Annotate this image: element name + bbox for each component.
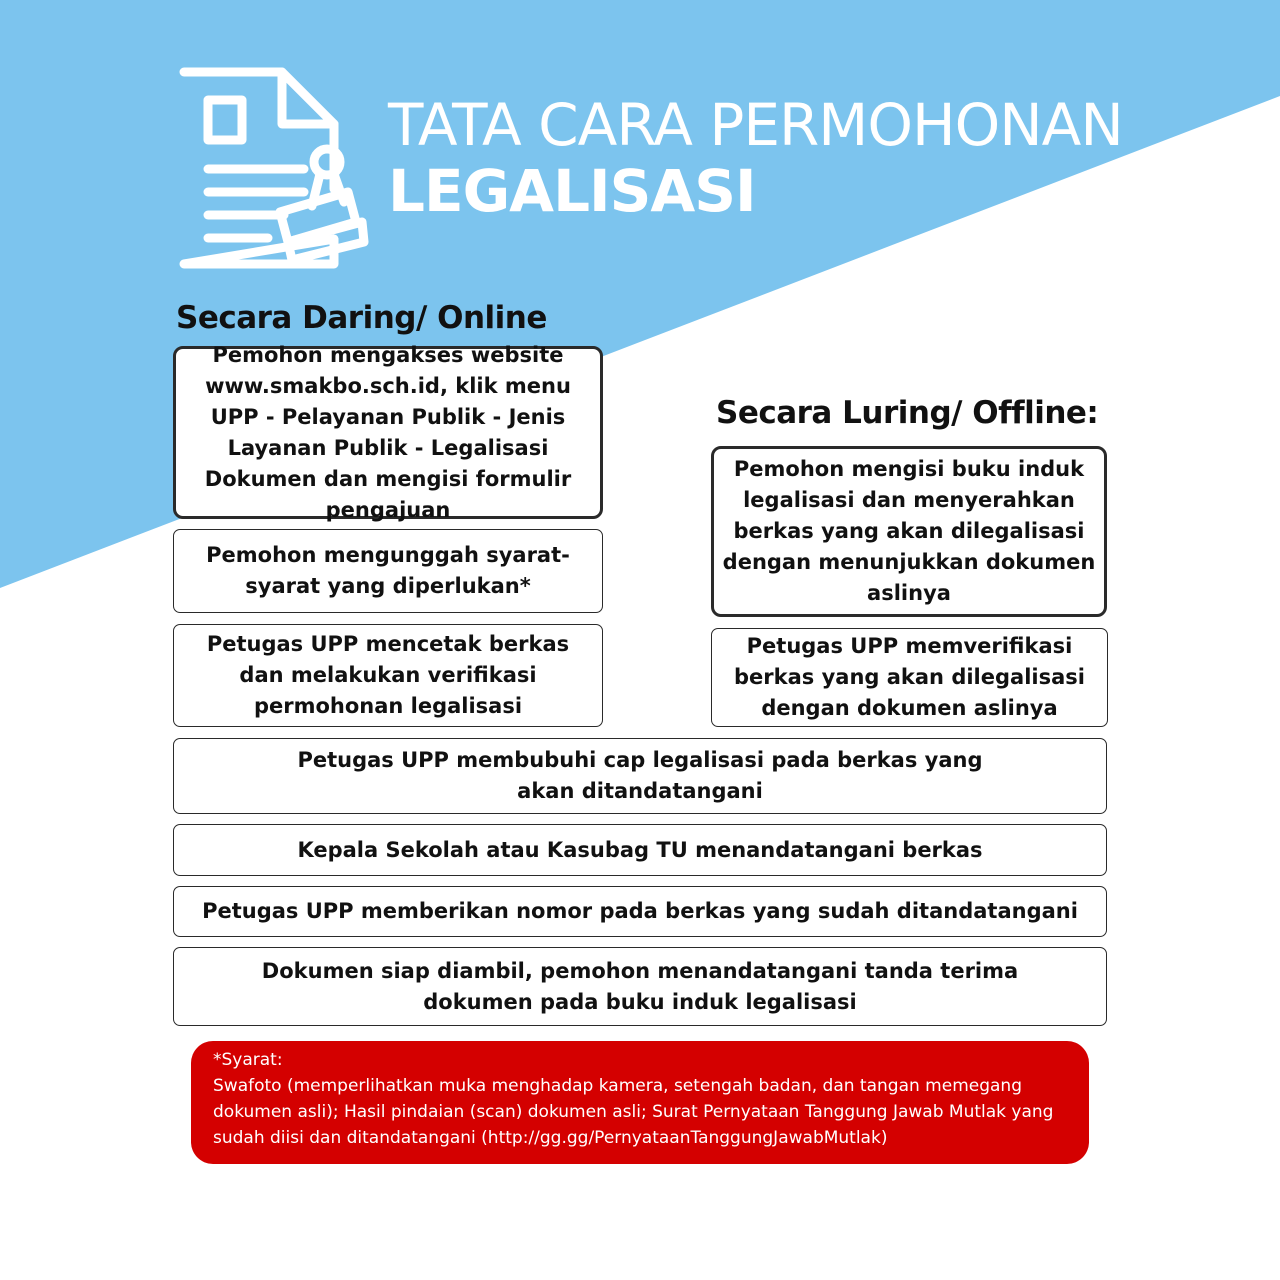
offline-heading: Secara Luring/ Offline: bbox=[716, 395, 1099, 431]
online-step-1 bbox=[173, 342, 603, 522]
online-step-2-text: Pemohon mengunggah syarat-syarat yang diperlukan* bbox=[206, 543, 570, 598]
common-step-1 bbox=[173, 738, 1107, 814]
online-step-1-text: Pemohon mengakses website www.smakbo.sch.id, klik menu UPP - Pelayanan Publik - Jenis Layanan Publik - Legalisasi Dokumen dan mengisi formulir pengajuan bbox=[204, 342, 572, 522]
offline-step-1-text: Pemohon mengisi buku induk legalisasi dan menyerahkan berkas yang akan dilegalisasi dengan menunjukkan dokumen aslinya bbox=[722, 457, 1096, 605]
common-step-1-text: Petugas UPP membubuhi cap legalisasi pada berkas yang akan ditandatangani bbox=[297, 748, 983, 803]
title-line-1: TATA CARA PERMOHONAN bbox=[388, 91, 1123, 159]
online-heading: Secara Daring/ Online bbox=[176, 300, 547, 336]
document-stamp-icon bbox=[172, 64, 372, 274]
common-step-4 bbox=[173, 947, 1107, 1026]
online-step-2 bbox=[173, 529, 603, 613]
note-heading: *Syarat: bbox=[213, 1050, 283, 1070]
common-step-4-text: Dokumen siap diambil, pemohon menandatangani tanda terima dokumen pada buku induk legalisasi bbox=[261, 958, 1019, 1014]
online-step-3-text: Petugas UPP mencetak berkas dan melakukan verifikasi permohonan legalisasi bbox=[206, 632, 570, 718]
offline-step-2 bbox=[711, 628, 1108, 727]
common-step-3 bbox=[173, 886, 1107, 937]
page-title bbox=[388, 91, 1123, 225]
online-step-3 bbox=[173, 624, 603, 727]
requirements-note bbox=[191, 1041, 1089, 1164]
common-step-3-text: Petugas UPP memberikan nomor pada berkas yang sudah ditandatangani bbox=[202, 899, 1078, 923]
title-line-2: LEGALISASI bbox=[388, 157, 756, 225]
note-body: Swafoto (memperlihatkan muka menghadap kamera, setengah badan, dan tangan memegang dokumen asli); Hasil pindaian (scan) dokumen asli; Surat Pernyataan Tanggung Jawab Mutlak yang sudah diisi dan ditandatangani (http://gg.gg/PernyataanTanggungJawabMutlak) bbox=[213, 1076, 1054, 1148]
common-step-2-text: Kepala Sekolah atau Kasubag TU menandatangani berkas bbox=[297, 837, 983, 862]
common-step-2 bbox=[173, 824, 1107, 876]
offline-step-1 bbox=[711, 446, 1107, 617]
offline-step-2-text: Petugas UPP memverifikasi berkas yang akan dilegalisasi dengan dokumen aslinya bbox=[734, 634, 1085, 720]
